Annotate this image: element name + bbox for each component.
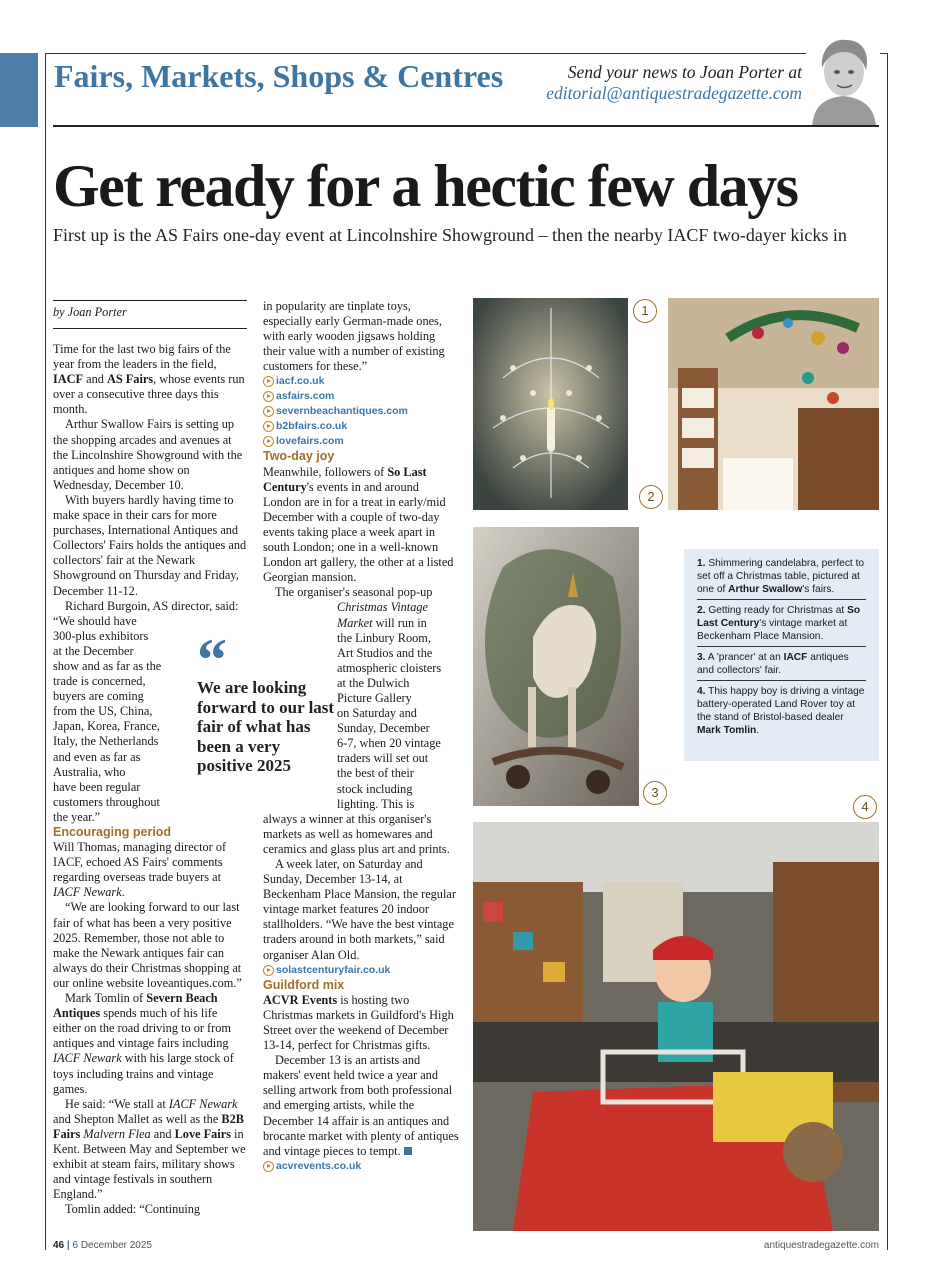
photo-number-badge: 2 <box>639 485 663 509</box>
paragraph: Time for the last two big fairs of the year from the leaders in the field, IACF and AS Fairs, whose events run over a consecutive three days this month. <box>53 342 245 417</box>
header-rule <box>53 125 879 127</box>
end-mark-icon <box>404 1147 412 1155</box>
web-link[interactable]: asfairs.com <box>263 389 459 404</box>
paragraph: Arthur Swallow Fairs is setting up the shopping arcades and avenues at the Lincolnshire Showground with the antiques and home show on Wednesday, December 10. <box>53 417 243 492</box>
paragraph-line: from the US, China, <box>53 704 153 719</box>
photo-shop-display <box>668 298 879 510</box>
paragraph-line: stock including <box>337 781 413 796</box>
paragraph-line: and even as far as <box>53 749 141 764</box>
paragraph-line: have been regular <box>53 779 141 794</box>
paragraph: Tomlin added: “Continuing <box>65 1202 201 1217</box>
paragraph-line: at the December <box>53 643 134 658</box>
frame-top-rule <box>45 53 888 54</box>
photo-number-badge: 1 <box>633 299 657 323</box>
editor-portrait <box>806 34 880 126</box>
web-link[interactable]: severnbeachantiques.com <box>263 404 459 419</box>
paragraph: “We are looking forward to our last fair of what has been a very positive 2025. Remember, those not able to make the Newark antiques fair can always do their Christmas shopping at our online website loveantiques.com.” <box>53 900 242 990</box>
frame-right-rule <box>887 53 888 1250</box>
web-link[interactable]: solastcenturyfair.co.uk <box>263 963 459 978</box>
play-icon <box>263 1161 274 1172</box>
caption-2: 2. Getting ready for Christmas at So Last Century's vintage market at Beckenham Place Mansion. <box>697 604 866 647</box>
paragraph-line: the Linbury Room, <box>337 630 431 645</box>
footer-left <box>53 1240 152 1251</box>
paragraph-line: atmospheric cloisters <box>337 660 442 675</box>
web-link[interactable]: acvrevents.co.uk <box>263 1159 459 1174</box>
editor-email-link[interactable]: editorial@antiquestradegazette.com <box>546 83 802 103</box>
paragraph-line: the best of their <box>337 766 414 781</box>
captions-box <box>684 549 879 761</box>
pull-quote <box>197 627 337 776</box>
paragraph-line: Art Studios and the <box>337 645 433 660</box>
paragraph-line: customers throughout <box>53 794 160 809</box>
photo-boy-toy-land-rover <box>473 822 879 1231</box>
paragraph-line: Italy, the Netherlands <box>53 734 159 749</box>
footer-website[interactable]: antiquestradegazette.com <box>763 1240 879 1251</box>
send-news-box <box>546 62 802 104</box>
paragraph: Meanwhile, followers of So Last Century's events in and around London are in for a treat in early/mid December with a couple of two-day events taking place a week apart in south London; one in a well-known London art gallery, the other at a listed Georgian mansion. <box>263 464 454 585</box>
photo-number-badge: 4 <box>853 795 877 819</box>
paragraph-line: 300-plus exhibitors <box>53 628 149 643</box>
play-icon <box>263 406 274 417</box>
issue-date: 6 December 2025 <box>72 1240 152 1251</box>
paragraph-line: Market will run in <box>337 615 427 630</box>
page-number: 46 <box>53 1240 65 1251</box>
paragraph-line: Australia, who <box>53 764 126 779</box>
paragraph: Mark Tomlin of Severn Beach Antiques spends much of his life either on the road driving to or from antiques and vintage fairs including IACF Newark with his large stock of toys including trains and vintage games. <box>53 991 234 1096</box>
paragraph-line: on Saturday and <box>337 706 417 721</box>
section-title: Fairs, Markets, Shops & Centres <box>54 58 504 94</box>
paragraph: ACVR Events is hosting two Christmas markets in Guildford's High Street over the weekend of December 13-14, perfect for Christmas gifts. <box>263 992 454 1053</box>
paragraph-line: Japan, Korea, France, <box>53 719 160 734</box>
quote-mark-icon: “ <box>197 627 227 693</box>
play-icon <box>263 421 274 432</box>
paragraph-line: show and as far as the <box>53 658 162 673</box>
photo-candelabra <box>473 298 628 510</box>
paragraph-line: Christmas Vintage <box>337 600 428 615</box>
standfirst: First up is the AS Fairs one-day event at Lincolnshire Showground – then the nearby IACF two-dayer kicks in <box>53 225 847 245</box>
byline-bottom-rule <box>53 328 247 329</box>
frame-left-rule <box>45 53 46 1250</box>
subhead-two-day-joy: Two-day joy <box>263 449 335 464</box>
paragraph-line: at the Dulwich <box>337 675 410 690</box>
paragraph: Will Thomas, managing director of IACF, echoed AS Fairs' comments regarding overseas trade buyers at IACF Newark. <box>53 840 227 900</box>
play-icon <box>263 965 274 976</box>
caption-4: 4. This happy boy is driving a vintage battery-operated Land Rover toy at the stand of Bristol-based dealer Mark Tomlin. <box>697 686 865 736</box>
pull-quote-text: We are looking forward to our last fair of what has been a very positive 2025 <box>197 678 335 775</box>
article-column-1 <box>53 342 247 1217</box>
subhead-guildford-mix: Guildford mix <box>263 977 345 992</box>
byline-top-rule <box>53 300 247 301</box>
photo-number-badge: 3 <box>643 781 667 805</box>
play-icon <box>263 391 274 402</box>
footer-separator: | <box>66 1240 70 1251</box>
paragraph: A week later, on Saturday and Sunday, December 13-14, at Beckenham Place Mansion, the regular vintage market features 20 indoor stallholders. “We have the best vintage traders around in both markets,” said organiser Alan Old. <box>263 857 456 962</box>
paragraph-line: Sunday, December <box>337 721 430 736</box>
paragraph: December 13 is an artists and makers' event held twice a year and selling artwork from both professional and emerging artists, while the December 14 affair is an antiques and brocante market with plenty of antiques and vintage pieces to tempt. <box>263 1053 459 1158</box>
send-news-text: Send your news to Joan Porter at <box>567 62 802 82</box>
paragraph-line: trade is concerned, <box>53 674 146 689</box>
play-icon <box>263 376 274 387</box>
paragraph: Richard Burgoin, AS director, said: “We should have <box>53 598 239 628</box>
web-link[interactable]: lovefairs.com <box>263 434 459 449</box>
web-link[interactable]: iacf.co.uk <box>263 374 459 389</box>
section-color-tab <box>0 53 38 127</box>
paragraph-line: The organiser's seasonal pop-up <box>275 585 433 600</box>
paragraph: always a winner at this organiser's markets as well as homewares and ceramics and glass plus art and prints. <box>263 811 450 856</box>
paragraph-line: 6-7, when 20 vintage <box>337 736 441 751</box>
paragraph: He said: “We stall at IACF Newark and Shepton Mallet as well as the B2B Fairs Malvern Flea and Love Fairs in Kent. Between May and September we exhibit at steam fairs, military shows and vintage festivals in southern England.” <box>53 1096 246 1202</box>
paragraph-line: the year.” <box>53 809 101 824</box>
web-link[interactable]: b2bfairs.co.uk <box>263 419 459 434</box>
play-icon <box>263 436 274 447</box>
headline: Get ready for a hectic few days <box>53 153 798 219</box>
paragraph-line: Picture Gallery <box>337 690 412 705</box>
byline: by Joan Porter <box>53 305 127 319</box>
subhead-encouraging-period: Encouraging period <box>53 825 172 839</box>
paragraph-line: lighting. This is <box>337 796 415 811</box>
photo-prancer-horse <box>473 527 639 806</box>
paragraph-line: buyers are coming <box>53 689 144 704</box>
paragraph: in popularity are tinplate toys, especially early German-made ones, with early wooden jigsaws holding their value with a number of existing customers for these.” <box>263 299 445 374</box>
paragraph-line: traders will set out <box>337 751 429 766</box>
caption-3: 3. A 'prancer' at an IACF antiques and collectors' fair. <box>697 651 866 681</box>
paragraph: With buyers hardly having time to make space in their cars for more purchases, International Antiques and Collectors' Fairs holds the antiques and collectors' fair at the Newark Showground on Thursday and Friday, December 11-12. <box>53 492 247 598</box>
caption-1: 1. Shimmering candelabra, perfect to set off a Christmas table, pictured at one of Arthur Swallow's fairs. <box>697 557 866 600</box>
